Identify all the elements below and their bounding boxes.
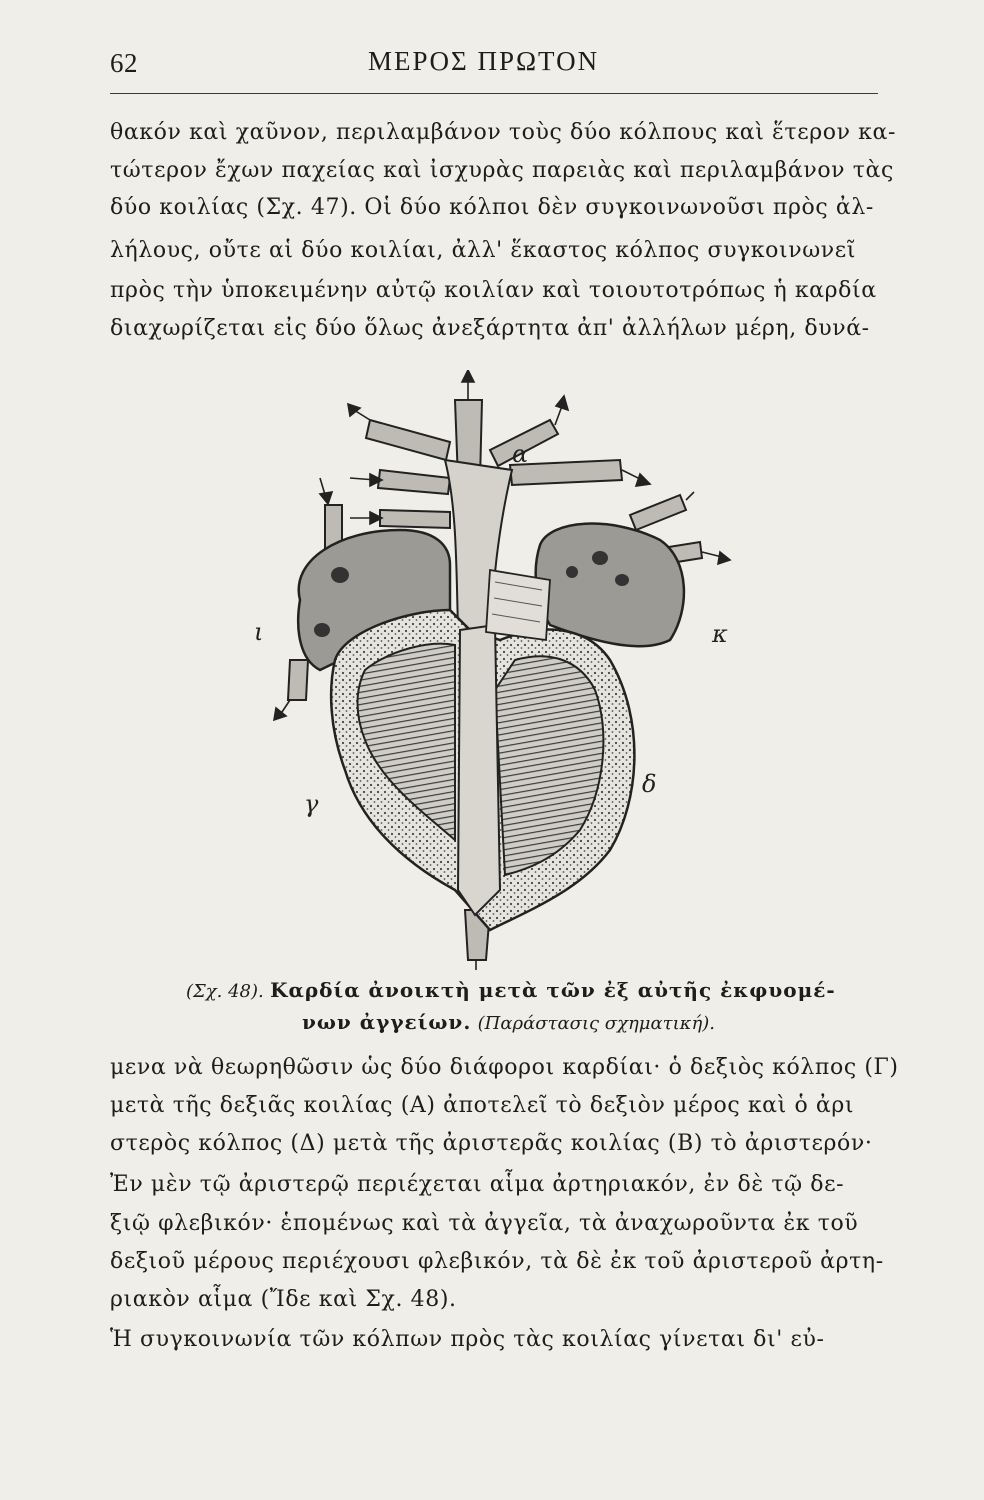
label-kappa: κ (712, 620, 728, 648)
heart-drawing (250, 370, 750, 970)
text-line: στερὸς κόλπος (Δ) μετὰ τῆς ἀριστερᾶς κοιλίας (Β) τὸ ἀριστερόν· (110, 1131, 873, 1156)
caption-title-2: νων ἀγγείων. (302, 1010, 472, 1034)
text-line: πρὸς τὴν ὑποκειμένην αὐτῷ κοιλίαν καὶ τοιουτοτρόπως ἡ καρδία (110, 278, 877, 303)
text-line: δύο κοιλίας (Σχ. 47). Οἱ δύο κόλποι δὲν συγκοινωνοῦσι πρὸς ἀλ- (110, 195, 874, 220)
header-rule (110, 93, 878, 94)
label-alpha: α (512, 440, 529, 468)
caption-number: (Σχ. 48). (186, 981, 264, 1002)
text-line: δεξιοῦ μέρους περιέχουσι φλεβικόν, τὰ δὲ ἐκ τοῦ ἀριστεροῦ ἀρτη- (110, 1249, 884, 1274)
text-line: μετὰ τῆς δεξιᾶς κοιλίας (Α) ἀποτελεῖ τὸ δεξιὸν μέρος καὶ ὁ ἀρι (110, 1093, 855, 1118)
heart-illustration (250, 370, 750, 970)
caption-title-1: Καρδία ἀνοικτὴ μετὰ τῶν ἐξ αὐτῆς ἐκφυομέ- (270, 978, 836, 1002)
text-line: ριακὸν αἷμα (Ἴδε καὶ Σχ. 48). (110, 1287, 457, 1312)
text-line: τώτερον ἔχων παχείας καὶ ἰσχυρὰς παρειὰς καὶ περιλαμβάνον τὰς (110, 158, 894, 183)
text-line: λήλους, οὔτε αἱ δύο κοιλίαι, ἀλλ' ἕκαστος κόλπος συγκοινωνεῖ (110, 238, 856, 263)
text-line: Ἐν μὲν τῷ ἀριστερῷ περιέχεται αἷμα ἀρτηριακόν, ἐν δὲ τῷ δε- (110, 1172, 845, 1197)
label-gamma: γ (304, 790, 319, 818)
label-iota: ι (254, 618, 264, 646)
caption-note: (Παράστασις σχηματική). (477, 1013, 715, 1034)
page-number: 62 (110, 48, 138, 78)
text-line: ξιῷ φλεβικόν· ἑπομένως καὶ τὰ ἀγγεῖα, τὰ ἀναχωροῦντα ἐκ τοῦ (110, 1211, 859, 1236)
label-delta: δ (642, 770, 657, 798)
text-line: θακόν καὶ χαῦνον, περιλαμβάνον τοὺς δύο κόλπους καὶ ἕτερον κα- (110, 120, 896, 145)
text-line: Ἡ συγκοινωνία τῶν κόλπων πρὸς τὰς κοιλίας γίνεται δι' εὐ- (110, 1327, 825, 1352)
text-line: διαχωρίζεται εἰς δύο ὅλως ἀνεξάρτητα ἀπ' ἀλλήλων μέρη, δυνά- (110, 316, 870, 341)
running-title: ΜΕΡΟΣ ΠΡΩΤΟΝ (368, 46, 600, 76)
text-line: μενα νὰ θεωρηθῶσιν ὡς δύο διάφοροι καρδίαι· ὁ δεξιὸς κόλπος (Γ) (110, 1055, 899, 1080)
